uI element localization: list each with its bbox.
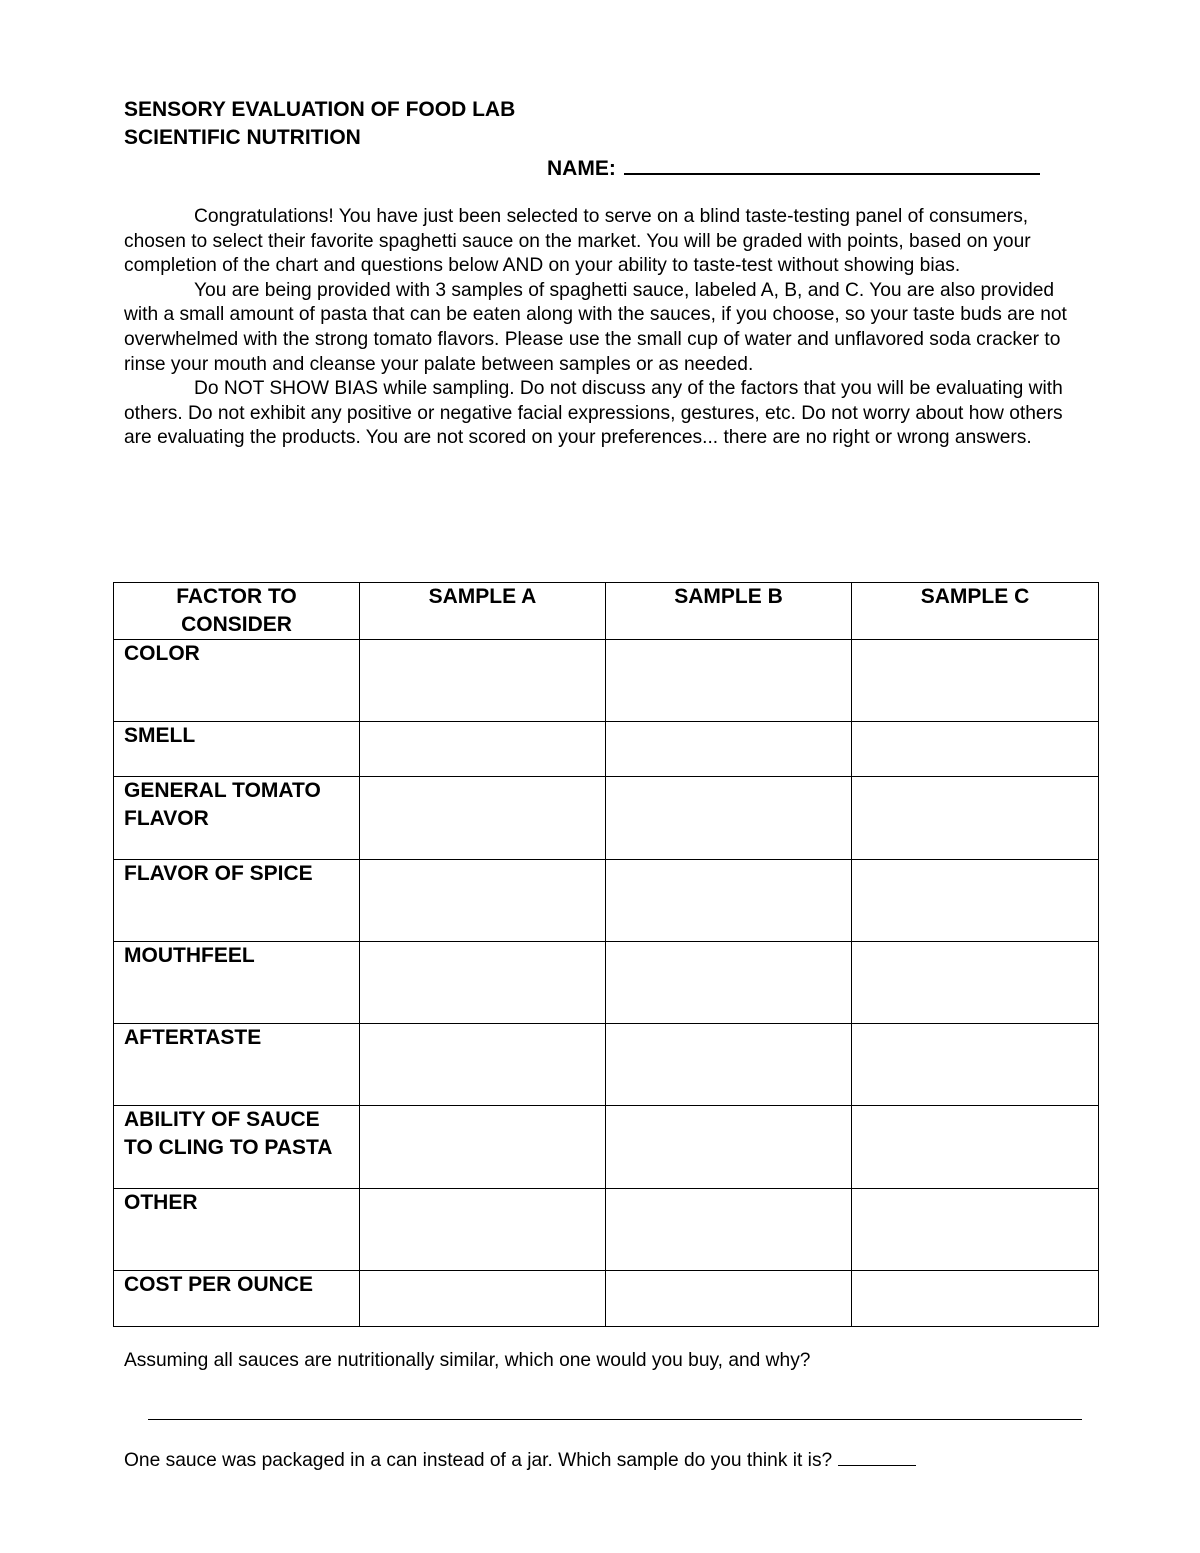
answer-line-which-sauce[interactable] xyxy=(148,1419,1082,1420)
table-row xyxy=(114,777,1099,860)
sample-b-cell[interactable] xyxy=(606,1271,852,1327)
sample-b-cell[interactable] xyxy=(606,640,852,722)
column-header-sample-b: SAMPLE B xyxy=(606,583,852,640)
sample-b-cell[interactable] xyxy=(606,777,852,860)
sample-a-cell[interactable] xyxy=(360,942,606,1024)
column-header-sample-a: SAMPLE A xyxy=(360,583,606,640)
factor-label: MOUTHFEEL xyxy=(114,942,360,1024)
name-field-row xyxy=(547,153,1040,182)
instructions-paragraph-3: Do NOT SHOW BIAS while sampling. Do not discuss any of the factors that you will be evaluating with others. Do not exhibit any positive or negative facial expressions, gestures, etc. Do not worry about how others are evaluating the products. You are not scored on your preferences... there are no right or wrong answers. xyxy=(124,378,1063,449)
column-header-factor: FACTOR TO CONSIDER xyxy=(114,583,360,640)
sample-a-cell[interactable] xyxy=(360,1024,606,1106)
table-row xyxy=(114,1106,1099,1189)
sample-c-cell[interactable] xyxy=(852,860,1099,942)
sample-a-cell[interactable] xyxy=(360,640,606,722)
sample-c-cell[interactable] xyxy=(852,722,1099,777)
sample-b-cell[interactable] xyxy=(606,1189,852,1271)
factor-label: SMELL xyxy=(114,722,360,777)
instructions-paragraph-2: You are being provided with 3 samples of spaghetti sauce, labeled A, B, and C. You are also provided with a small amount of pasta that can be eaten along with the sauces, if you choose, so your taste buds are not overwhelmed with the strong tomato flavors. Please use the small cup of water and unflavored soda cracker to rinse your mouth and cleanse your palate between samples or as needed. xyxy=(124,279,1067,375)
sample-c-cell[interactable] xyxy=(852,777,1099,860)
sample-b-cell[interactable] xyxy=(606,1106,852,1189)
sample-c-cell[interactable] xyxy=(852,1271,1099,1327)
factor-label: COLOR xyxy=(114,640,360,722)
name-input-line[interactable] xyxy=(624,153,1040,175)
factor-label: COST PER OUNCE xyxy=(114,1271,360,1327)
sample-a-cell[interactable] xyxy=(360,722,606,777)
factor-label: AFTERTASTE xyxy=(114,1024,360,1106)
instructions xyxy=(124,205,1084,451)
table-row xyxy=(114,1271,1099,1327)
table-row xyxy=(114,1024,1099,1106)
sample-c-cell[interactable] xyxy=(852,1024,1099,1106)
sample-b-cell[interactable] xyxy=(606,942,852,1024)
document-title: SENSORY EVALUATION OF FOOD LAB xyxy=(124,98,516,121)
sample-b-cell[interactable] xyxy=(606,722,852,777)
table-row xyxy=(114,942,1099,1024)
answer-blank-can-sample[interactable] xyxy=(838,1447,916,1466)
sample-c-cell[interactable] xyxy=(852,1189,1099,1271)
table-row xyxy=(114,722,1099,777)
table-row xyxy=(114,640,1099,722)
sample-c-cell[interactable] xyxy=(852,640,1099,722)
sample-a-cell[interactable] xyxy=(360,860,606,942)
sample-c-cell[interactable] xyxy=(852,1106,1099,1189)
sample-a-cell[interactable] xyxy=(360,777,606,860)
sample-a-cell[interactable] xyxy=(360,1271,606,1327)
sample-c-cell[interactable] xyxy=(852,942,1099,1024)
table-header-row xyxy=(114,583,1099,640)
table-row xyxy=(114,1189,1099,1271)
factor-label: GENERAL TOMATO FLAVOR xyxy=(114,777,360,860)
factor-label: OTHER xyxy=(114,1189,360,1271)
factor-label: FLAVOR OF SPICE xyxy=(114,860,360,942)
sample-b-cell[interactable] xyxy=(606,860,852,942)
document-subtitle: SCIENTIFIC NUTRITION xyxy=(124,126,361,149)
name-label: NAME: xyxy=(547,157,616,180)
question-can-sample xyxy=(124,1447,916,1473)
column-header-sample-c: SAMPLE C xyxy=(852,583,1099,640)
factor-label: ABILITY OF SAUCE TO CLING TO PASTA xyxy=(114,1106,360,1189)
sample-b-cell[interactable] xyxy=(606,1024,852,1106)
question-can-sample-text: One sauce was packaged in a can instead of a jar. Which sample do you think it is? xyxy=(124,1450,833,1471)
question-which-sauce: Assuming all sauces are nutritionally similar, which one would you buy, and why? xyxy=(124,1350,811,1371)
sample-a-cell[interactable] xyxy=(360,1106,606,1189)
table-row xyxy=(114,860,1099,942)
instructions-paragraph-1: Congratulations! You have just been selected to serve on a blind taste-testing panel of consumers, chosen to select their favorite spaghetti sauce on the market. You will be graded with points, based on your completion of the chart and questions below AND on your ability to taste-test without showing bias. xyxy=(124,206,1031,277)
evaluation-table xyxy=(113,582,1099,1327)
sample-a-cell[interactable] xyxy=(360,1189,606,1271)
